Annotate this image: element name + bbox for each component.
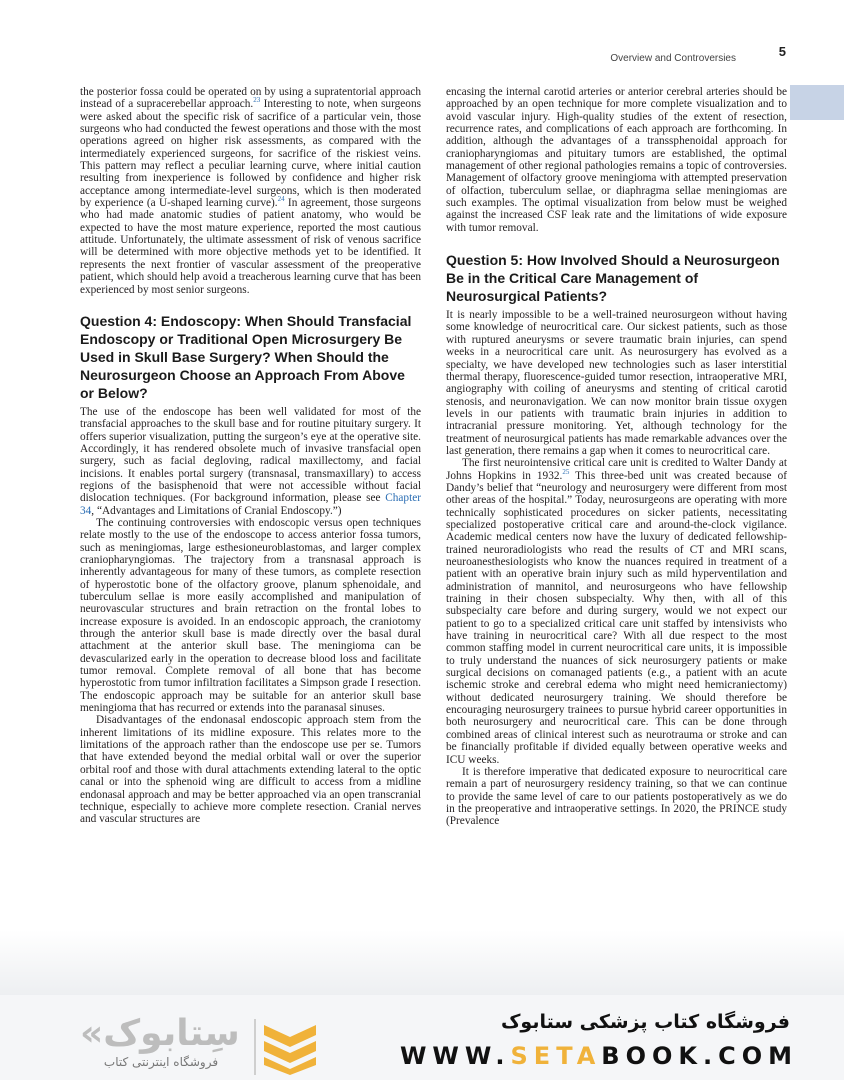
logo-subtitle: فروشگاه اینترنتی کتاب bbox=[103, 1055, 219, 1069]
chapter-thumb-tab bbox=[790, 85, 844, 120]
paragraph: It is therefore imperative that dedicated exposure to neurocritical care remain a part of neurosurgery residency training, so that we can continue to provide the same level of care to our patients postoperatively as we do in the preoperative and intraoperative settings. In 2020, the PRINCE study (Prevalence bbox=[446, 765, 787, 828]
website-link[interactable]: WWW.SETABOOK.COM bbox=[399, 1042, 798, 1070]
bottom-fade bbox=[0, 930, 844, 996]
paragraph: Disadvantages of the endonasal endoscopic approach stem from the inherent limitations of its midline exposure. This relates more to the limitations of the approach rather than the endoscope use per se. Tumors that have extended beyond the medial orbital wall or over the superior orbital roof and those with dural attachments extending lateral to the optic canal or into the sphenoid wing are difficult to access from a midline endonasal approach and may be better approached via an open transcranial technique, especially to achieve more complete resection. Cranial nerves and vascular structures are bbox=[80, 714, 421, 826]
logo-wordmark: «سِتابوک bbox=[80, 1013, 240, 1054]
store-name: فروشگاه کتاب پزشکی ستابوک bbox=[500, 1011, 790, 1033]
chapter-link[interactable]: Chapter 34 bbox=[80, 492, 421, 517]
paragraph: The use of the endoscope has been well validated for most of the transfacial approaches to the skull base and for routine pituitary surgery. It offers superior visualization, putting the surgeon’s eye at the operative site. Accordingly, it has rendered obsolete much of invasive transfacial open surgery, such as facial degloving, radical maxillectomy, and facial incisions. It enables portal surgery (transnasal, transmaxillary) to access regions of the basisphenoid that were not accessible without facial dislocation techniques. (For background information, please see Chapter 34, “Advantages and Limitations of Cranial Endoscopy.”) bbox=[80, 405, 421, 517]
setabook-logo bbox=[80, 1015, 340, 1075]
left-column bbox=[80, 86, 421, 826]
paragraph: It is nearly impossible to be a well-trained neurosurgeon without having some knowledge of neurocritical care. Our sickest patients, such as those with ruptured aneurysms or severe traumatic brain injuries, can spend weeks in a neurocritical care unit. As neurosurgery has evolved as a specialty, we have developed new technologies such as laser interstitial thermal therapy, fluorescence-guided tumor resection, intraoperative MRI, angiography with coiling of aneurysms and stenting of critical carotid stenosis, and neuronavigation. We can now monitor brain tissue oxygen levels in our patients with traumatic brain injuries in addition to intracranial pressure monitoring. Yet, although technology for the treatment of neurosurgical patients has made remarkable advances over the last generation, there remains a gap when it comes to neurocritical care. bbox=[446, 309, 787, 457]
question-5-heading: Question 5: How Involved Should a Neurosurgeon Be in the Critical Care Management of Neurosurgical Patients? bbox=[446, 252, 780, 305]
reference-link[interactable]: 25 bbox=[562, 467, 570, 476]
paragraph: The continuing controversies with endoscopic versus open techniques relate mostly to the use of the endoscope to access anterior fossa tumors, such as meningiomas, large esthesioneuroblastomas, and larger complex craniopharyngiomas. The trajectory from a transnasal approach is inherently advantageous for many of these tumors, as complete resection of hyperostotic bone of the olfactory groove, planum sphenoidale, and tuberculum sellae is more easily accomplished and manipulation of neurovascular structures and brain retraction on the frontal lobes to increase exposure is avoided. In an endoscopic approach, the craniotomy through the anterior skull base is made directly over the basal dural attachment at the anterior skull base. The meningioma can be devascularized early in the operation to decrease blood loss and facilitate tumor removal. Complete removal of all bone that has become hyperostotic from tumor infiltration facilitates a Simpson grade I resection. The endoscopic approach may be suitable for an anterior skull base meningioma that has recurred or extends into the paranasal sinuses. bbox=[80, 516, 421, 715]
paragraph: the posterior fossa could be operated on by using a supratentorial approach instead of a supracerebellar approach.$^{23}$ Interesting to note, when surgeons were asked about the specific risk of sacrifice of a particular vein, those surgeons who had conducted the fewest operations and those with the most operations agreed on higher risk assessments, as compared with the intermediately experienced surgeons, for sacrifice of the riskiest veins. This pattern may reflect a peculiar learning curve, where initial caution resulting from inexperience is followed by confidence and higher risk acceptance among intermediate-level surgeons, which is then moderated by experience (a U-shaped learning curve).$^{24}$ In agreement, those surgeons who had made anatomic studies of patient anatomy, who would be expected to have the most mature experience, reported the most cautious attitude. Unfortunately, the ultimate assessment of risk of venous sacrifice will be determined with more objective methods yet to be identified. It represents the next frontier of vascular assessment of the preoperative patient, which should help avoid a treacherous learning curve that has been experienced by most senior surgeons. bbox=[80, 86, 421, 296]
reference-link[interactable]: 23 bbox=[253, 96, 261, 105]
running-head: Overview and Controversies bbox=[610, 53, 736, 64]
page-number: 5 bbox=[778, 44, 786, 59]
question-4-heading: Question 4: Endoscopy: When Should Transfacial Endoscopy or Traditional Open Microsurgery Be Used in Skull Base Surgery? When Should the Neurosurgeon Choose an Approach From Above or Below? bbox=[80, 312, 412, 401]
right-column bbox=[446, 86, 787, 828]
chevron-stack-icon bbox=[250, 1017, 320, 1077]
page-header bbox=[0, 44, 844, 68]
store-banner bbox=[0, 995, 844, 1080]
reference-link[interactable]: 24 bbox=[277, 195, 285, 204]
paragraph: The first neurointensive critical care unit is credited to Walter Dandy at Johns Hopkins in 1932.25 This three-bed unit was created because of Dandy’s belief that “neurology and neurosurgery were different from most other areas of the hospital.” Today, neurosurgeons are operating with more technically sophisticated procedures on sicker patients, necessitating specialized postoperative critical care and around-the-clock vigilance. Academic medical centers now have the luxury of dedicated fellowship-trained neuroradiologists who read the results of CT and MRI scans, neuroanesthesiologists who know the nuances required in treatment of a patient with an operative brain injury such as mild hyperventilation and administration of mannitol, and neurosurgeons who have fellowship training in their chosen subspecialty. Why then, with all of this subspecialty care before and during surgery, would we not expect our patient to go to a specialized critical care unit staffed by intensivists who have training in neurocritical care? With all due respect to the most common staffing model in current neurocritical care units, it is impossible to truly understand the nuances of sick neurosurgery patients or make surgical decisions on comanaged patients (e.g., a patient with an acute ischemic stroke and cerebral edema who might need hemicraniectomy) without dedicated neurosurgery training. We should therefore be encouraging neurosurgery trainees to pursue hybrid career opportunities in both neurosurgery and neurocritical care. This can be done through combined areas of clinical interest such as neurotrauma or stroke and can be financially profitable if divided equally between operative weeks and ICU weeks. bbox=[446, 457, 787, 766]
paragraph: encasing the internal carotid arteries or anterior cerebral arteries should be approached by an open technique for more complete visualization and to avoid vascular injury. High-quality studies of the extent of resection, recurrence rates, and complications of each approach are forthcoming. In addition, although the advantages of a transsphenoidal approach for craniopharyngiomas and pituitary tumors are established, the optimal management of other regional pathologies remains a topic of controversies. Management of olfactory groove meningioma with attempted preservation of olfaction, tuberculum sellae, or diaphragma sellae meningiomas are such examples. The optimal visualization from below must be weighed against the increased CSF leak rate and the limitations of wide exposure with tumor removal. bbox=[446, 86, 787, 234]
